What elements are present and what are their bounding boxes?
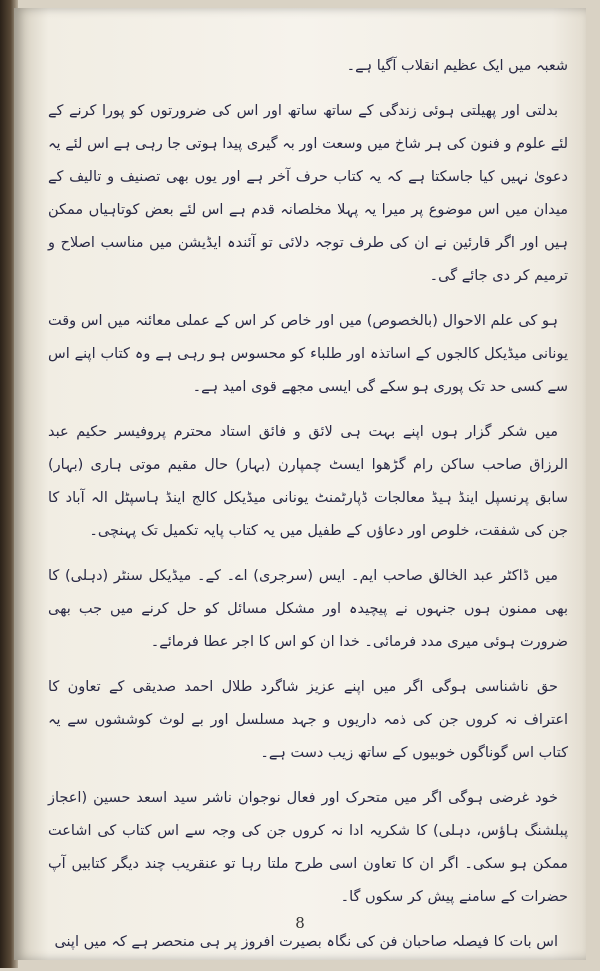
paragraph: خود غرضی ہوگی اگر میں متحرک اور فعال نوجوان ناشر سید اسعد حسین (اعجاز پبلشنگ ہاؤس، دہلی) کا شکریہ ادا نہ کروں جن کی وجہ سے اس کتاب کی اشاعت ممکن ہو سکی۔ اگر ان کا تعاون اسی طرح ملتا رہا تو عنقریب چند دیگر کتابیں آپ حضرات کے سامنے پیش کر سکوں گا۔ (48, 790, 568, 905)
paragraph: میں ڈاکٹر عبد الخالق صاحب ایم۔ ایس (سرجری) اے۔ کے۔ میڈیکل سنٹر (دہلی) کا بھی ممنون ہوں جنہوں نے پیچیدہ اور مشکل مسائل کو حل کرنے میں جب بھی ضرورت ہوئی میری مدد فرمائی۔ خدا ان کو اس کا اجر عطا فرمائے۔ (48, 568, 568, 650)
paragraph: بدلتی اور پھیلتی ہوئی زندگی کے ساتھ ساتھ اور اس کی ضرورتوں کو پورا کرنے کے لئے علوم و فنون کی ہر شاخ میں وسعت اور بہ گیری پیدا ہوتی جا رہی ہے اس لئے یہ دعویٰ نہیں کیا جاسکتا ہے کہ یہ کتاب حرف آخر ہے اور یوں بھی تصنیف و تالیف کے میدان میں اس موضوع پر میرا یہ پہلا مخلصانہ قدم ہے اس لئے بعض کوتاہیاں ممکن ہیں اور اگر قارئین نے ان کی طرف توجہ دلائی تو آئندہ ایڈیشن میں مناسب اصلاح و ترمیم کر دی جائے گی۔ (48, 103, 568, 284)
paragraph: شعبہ میں ایک عظیم انقلاب آگیا ہے۔ (346, 58, 568, 74)
paragraph: اس بات کا فیصلہ صاحبان فن کی نگاہ بصیرت افروز پر ہی منحصر ہے کہ میں اپنی (54, 934, 558, 950)
book-page (14, 8, 586, 960)
paragraph: ہو کی علم الاحوال (بالخصوص) میں اور خاص کر اس کے عملی معائنہ میں اس وقت یونانی میڈیکل کالجوں کے اساتذہ اور طلباء کو محسوس ہو رہی ہے وہ کتاب اپنے اس سے کسی حد تک پوری ہو سکے گی ایسی مجھے قوی امید ہے۔ (48, 313, 568, 395)
paragraph: حق ناشناسی ہوگی اگر میں اپنے عزیز شاگرد طلال احمد صدیقی کے تعاون کا اعتراف نہ کروں جن کی ذمہ داریوں و جہد مسلسل اور بے لوث کوششوں سے یہ کتاب اس گوناگوں خوبیوں کے ساتھ زیب دست ہے۔ (48, 679, 568, 761)
page-text (48, 50, 568, 971)
paragraph: میں شکر گزار ہوں اپنے بہت ہی لائق و فائق استاد محترم پروفیسر حکیم عبد الرزاق صاحب ساکن رام گڑھوا ایسٹ چمپارن (بہار) حال مقیم موتی ہاری (بہار) سابق پرنسپل اینڈ ہیڈ معالجات ڈپارٹمنٹ یونانی میڈیکل کالج اینڈ ہاسپٹل الہ آباد کا جن کی شفقت، خلوص اور دعاؤں کے طفیل میں یہ کتاب پایہ تکمیل تک پہنچی۔ (48, 424, 568, 539)
page-number: 8 (295, 914, 305, 932)
